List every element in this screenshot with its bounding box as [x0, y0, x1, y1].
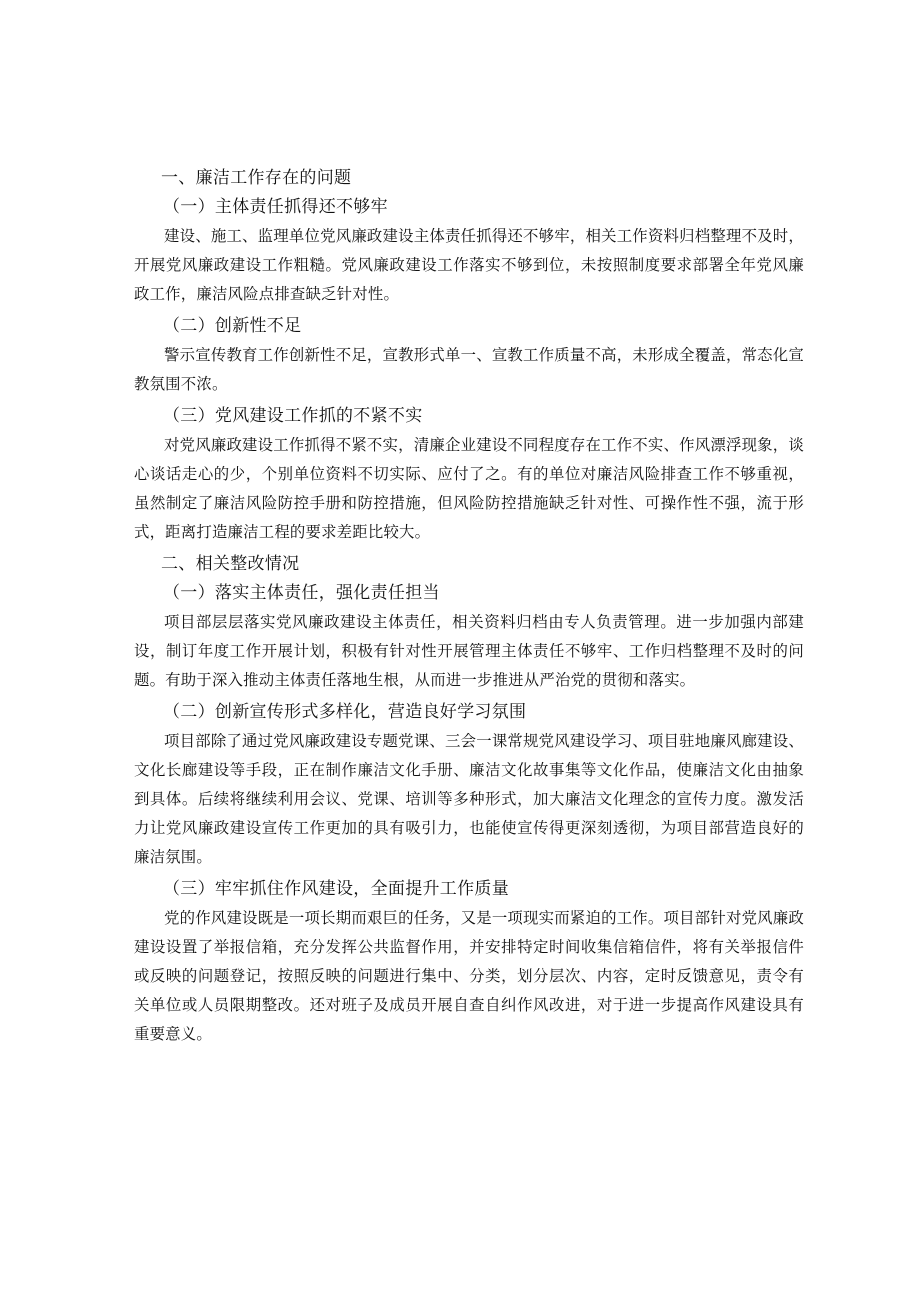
subsection-heading: （二）创新宣传形式多样化，营造良好学习氛围 [163, 702, 527, 722]
subsection-heading: （三）牢牢抓住作风建设，全面提升工作质量 [163, 879, 509, 899]
paragraph: 警示宣传教育工作创新性不足，宣教形式单一、宣教工作质量不高，未形成全覆盖，常态化宣教氛围不浓。 [134, 346, 804, 393]
paragraph: 对党风廉政建设工作抓得不紧不实，清廉企业建设不同程度存在工作不实、作风漂浮现象，谈心谈话走心的少，个别单位资料不切实际、应付了之。有的单位对廉洁风险排查工作不够重视，虽然制定了廉洁风险防控手册和防控措施，但风险防控措施缺乏针对性、可操作性不强，流于形式，距离打造廉洁工程的要求差距比较大。 [134, 436, 804, 541]
paragraph: 建设、施工、监理单位党风廉政建设主体责任抓得还不够牢，相关工作资料归档整理不及时，开展党风廉政建设工作粗糙。党风廉政建设工作落实不够到位，未按照制度要求部署全年党风廉政工作，廉洁风险点排查缺乏针对性。 [134, 227, 804, 303]
section-heading-problems: 一、廉洁工作存在的问题 [161, 168, 352, 188]
document-body [134, 164, 804, 1049]
subsection-heading: （一）落实主体责任，强化责任担当 [163, 583, 440, 603]
paragraph: 项目部除了通过党风廉政建设专题党课、三会一课常规党风建设学习、项目驻地廉风廊建设、文化长廊建设等手段，正在制作廉洁文化手册、廉洁文化故事集等文化作品，使廉洁文化由抽象到具体。后续将继续利用会议、党课、培训等多种形式，加大廉洁文化理念的宣传力度。激发活力让党风廉政建设宣传工作更加的具有吸引力，也能使宣传得更深刻透彻，为项目部营造良好的廉洁氛围。 [134, 732, 804, 866]
section-heading-rectification: 二、相关整改情况 [161, 554, 300, 574]
subsection-heading: （三）党风建设工作抓的不紧不实 [163, 406, 423, 426]
paragraph: 党的作风建设既是一项长期而艰巨的任务，又是一项现实而紧迫的工作。项目部针对党风廉政建设设置了举报信箱，充分发挥公共监督作用，并安排特定时间收集信箱信件，将有关举报信件或反映的问题登记，按照反映的问题进行集中、分类，划分层次、内容，定时反馈意见，责令有关单位或人员限期整改。还对班子及成员开展自查自纠作风改进，对于进一步提高作风建设具有重要意义。 [134, 909, 804, 1043]
subsection-heading: （二）创新性不足 [163, 316, 302, 336]
paragraph: 项目部层层落实党风廉政建设主体责任，相关资料归档由专人负责管理。进一步加强内部建设，制订年度工作开展计划，积极有针对性开展管理主体责任不够牢、工作归档整理不及时的问题。有助于深入推动主体责任落地生根，从而进一步推进从严治党的贯彻和落实。 [134, 613, 804, 689]
subsection-heading: （一）主体责任抓得还不够牢 [163, 197, 388, 217]
